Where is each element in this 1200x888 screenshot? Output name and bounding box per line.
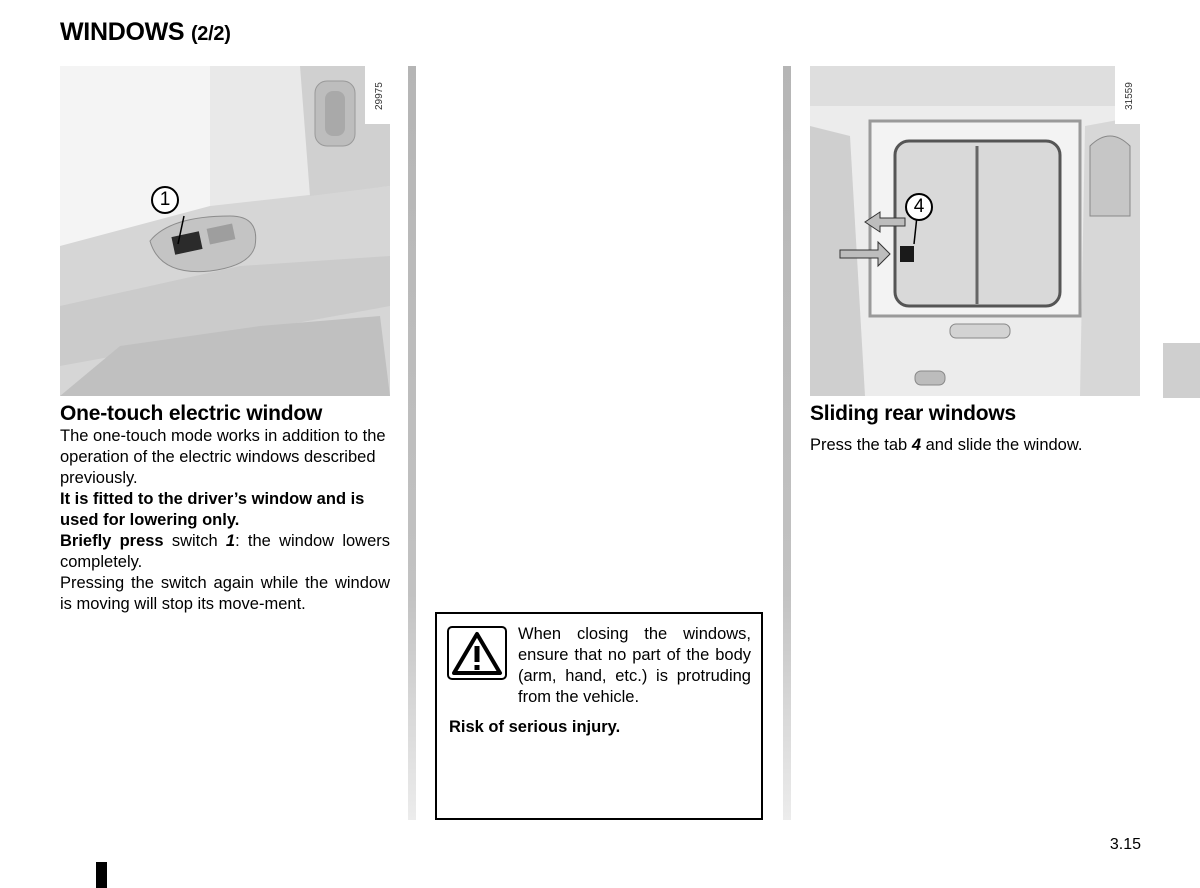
column-separator-left	[408, 66, 416, 820]
sliding-text-b: and slide the window.	[921, 436, 1083, 454]
one-touch-description	[60, 426, 390, 615]
door-panel-illustration	[60, 66, 390, 396]
briefly-press-label: Briefly press	[60, 532, 164, 550]
figure-sliding-window	[810, 66, 1140, 396]
para-stop: Pressing the switch again while the window is moving will stop its move-ment.	[60, 574, 390, 613]
page-number: 3.15	[1109, 836, 1141, 853]
figure-electric-window-switch	[60, 66, 390, 396]
warning-triangle-icon	[447, 626, 507, 680]
sliding-description	[810, 435, 1140, 456]
page-title	[60, 18, 231, 47]
page-title-subtitle: (2/2)	[190, 23, 231, 45]
para-briefly-press	[60, 531, 390, 573]
sliding-text-a: Press the tab	[810, 436, 912, 454]
figure-number: 31559	[1124, 82, 1135, 110]
switch-ref-1: 1	[225, 532, 236, 550]
figure-number: 29975	[374, 82, 385, 110]
callout-4: 4	[905, 193, 933, 221]
warning-text: When closing the windows, ensure that no part of the body (arm, hand, etc.) is protruding from the vehicle.	[518, 625, 751, 706]
page-title-main: WINDOWS	[60, 18, 185, 46]
briefly-press-text-a: switch	[163, 532, 226, 550]
para-intro: The one-touch mode works in addition to the operation of the electric windows described previously.	[60, 427, 386, 487]
corner-mark	[96, 862, 107, 888]
chapter-side-tab	[1163, 343, 1200, 398]
section-heading-one-touch: One-touch electric window	[60, 402, 323, 425]
briefly-press-text-b: : the window lowers completely.	[60, 532, 390, 571]
warning-bold-line: Risk of serious injury.	[449, 718, 621, 736]
column-separator-right	[783, 66, 791, 820]
sliding-window-illustration	[810, 66, 1140, 396]
callout-1: 1	[151, 186, 179, 214]
para-driver-only: It is fitted to the driver’s window and is used for lowering only.	[60, 490, 365, 529]
section-heading-sliding: Sliding rear windows	[810, 402, 1017, 425]
warning-box	[435, 612, 763, 820]
tab-ref-4: 4	[911, 436, 921, 454]
